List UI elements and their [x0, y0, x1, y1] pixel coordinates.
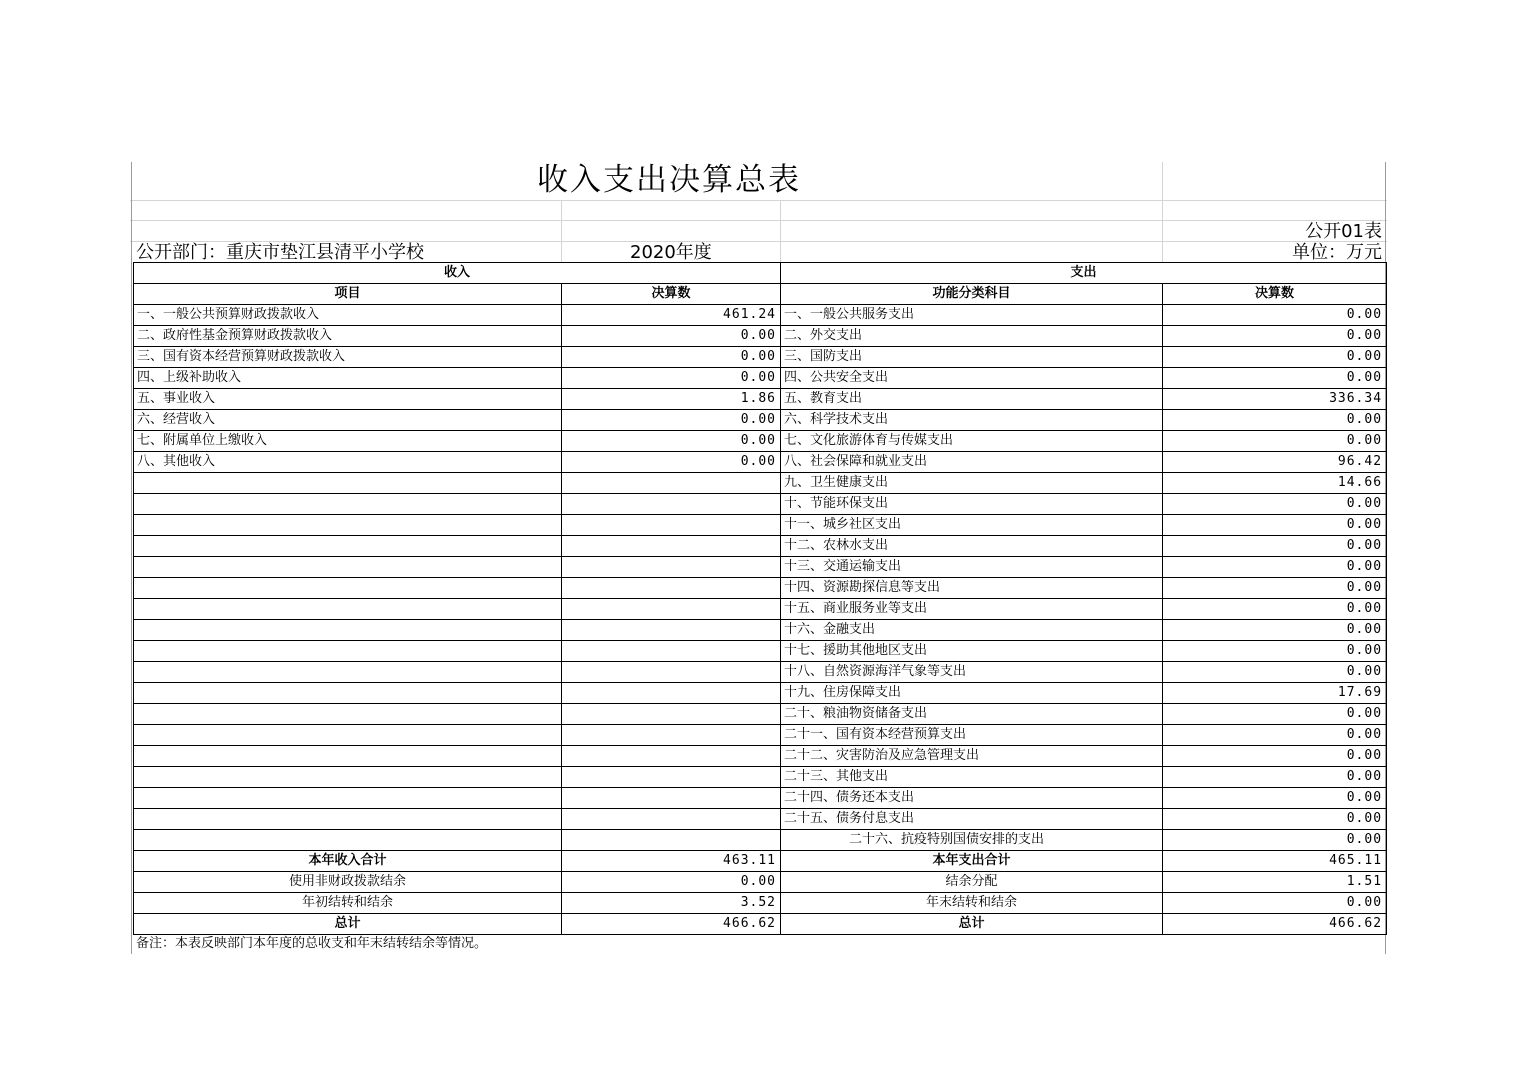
income-amount	[562, 809, 781, 830]
expense-amount: 0.00	[1163, 767, 1387, 788]
unit-label: 单位：万元	[1292, 242, 1382, 263]
income-item	[134, 557, 562, 578]
table-row	[134, 788, 1387, 809]
expense-item: 十四、资源勘探信息等支出	[781, 578, 1163, 599]
total-income-label: 总计	[134, 914, 562, 935]
expense-amount: 0.00	[1163, 788, 1387, 809]
income-item	[134, 578, 562, 599]
income-item	[134, 830, 562, 851]
income-amount	[562, 704, 781, 725]
expense-item: 七、文化旅游体育与传媒支出	[781, 431, 1163, 452]
total-income-amount: 3.52	[562, 893, 781, 914]
income-section-header: 收入	[134, 263, 781, 284]
total-expense-label: 本年支出合计	[781, 851, 1163, 872]
expense-item: 十五、商业服务业等支出	[781, 599, 1163, 620]
total-row	[134, 872, 1387, 893]
income-item	[134, 536, 562, 557]
income-item	[134, 494, 562, 515]
income-item: 四、上级补助收入	[134, 368, 562, 389]
income-amount: 0.00	[562, 431, 781, 452]
income-item	[134, 662, 562, 683]
expense-section-header: 支出	[781, 263, 1387, 284]
total-income-amount: 466.62	[562, 914, 781, 935]
expense-item: 十三、交通运输支出	[781, 557, 1163, 578]
table-row	[134, 410, 1387, 431]
income-item: 五、事业收入	[134, 389, 562, 410]
income-amount	[562, 767, 781, 788]
income-amount	[562, 725, 781, 746]
expense-amount: 0.00	[1163, 725, 1387, 746]
expense-item: 一、一般公共服务支出	[781, 305, 1163, 326]
income-item	[134, 746, 562, 767]
expense-amount: 0.00	[1163, 599, 1387, 620]
amount-column-header: 决算数	[562, 284, 781, 305]
expense-amount: 0.00	[1163, 410, 1387, 431]
expense-item: 十六、金融支出	[781, 620, 1163, 641]
total-income-amount: 0.00	[562, 872, 781, 893]
income-item: 六、经营收入	[134, 410, 562, 431]
table-row	[134, 683, 1387, 704]
expense-amount: 96.42	[1163, 452, 1387, 473]
expense-item: 四、公共安全支出	[781, 368, 1163, 389]
sheet-left-edge	[131, 162, 132, 954]
income-amount	[562, 473, 781, 494]
expense-amount: 0.00	[1163, 515, 1387, 536]
grid-line	[130, 200, 1387, 201]
income-item	[134, 599, 562, 620]
table-row	[134, 431, 1387, 452]
total-income-amount: 463.11	[562, 851, 781, 872]
expense-amount: 0.00	[1163, 347, 1387, 368]
department-label: 公开部门：重庆市垫江县清平小学校	[136, 242, 424, 263]
footnote: 备注：本表反映部门本年度的总收支和年末结转结余等情况。	[136, 936, 488, 951]
total-expense-amount: 0.00	[1163, 893, 1387, 914]
total-income-label: 使用非财政拨款结余	[134, 872, 562, 893]
income-item	[134, 473, 562, 494]
amount2-column-header: 决算数	[1163, 284, 1387, 305]
expense-item: 三、国防支出	[781, 347, 1163, 368]
table-row	[134, 305, 1387, 326]
income-amount: 0.00	[562, 368, 781, 389]
expense-amount: 14.66	[1163, 473, 1387, 494]
table-row	[134, 578, 1387, 599]
table-row	[134, 347, 1387, 368]
expense-amount: 0.00	[1163, 620, 1387, 641]
table-row	[134, 368, 1387, 389]
income-item	[134, 704, 562, 725]
income-amount	[562, 830, 781, 851]
total-row	[134, 851, 1387, 872]
table-row	[134, 473, 1387, 494]
table-row	[134, 389, 1387, 410]
table-row	[134, 830, 1387, 851]
expense-amount: 0.00	[1163, 494, 1387, 515]
expense-amount: 0.00	[1163, 368, 1387, 389]
income-amount	[562, 494, 781, 515]
income-item	[134, 641, 562, 662]
item-column-header: 项目	[134, 284, 562, 305]
income-item: 二、政府性基金预算财政拨款收入	[134, 326, 562, 347]
expense-item: 二十五、债务付息支出	[781, 809, 1163, 830]
total-expense-label: 总计	[781, 914, 1163, 935]
expense-amount: 0.00	[1163, 641, 1387, 662]
expense-item: 十八、自然资源海洋气象等支出	[781, 662, 1163, 683]
income-expense-table	[133, 262, 1387, 935]
table-row	[134, 599, 1387, 620]
expense-item: 二十三、其他支出	[781, 767, 1163, 788]
income-item	[134, 515, 562, 536]
income-amount	[562, 683, 781, 704]
expense-amount: 0.00	[1163, 431, 1387, 452]
expense-item: 九、卫生健康支出	[781, 473, 1163, 494]
expense-amount: 0.00	[1163, 578, 1387, 599]
total-row	[134, 914, 1387, 935]
table-row	[134, 557, 1387, 578]
expense-item: 十九、住房保障支出	[781, 683, 1163, 704]
income-amount	[562, 578, 781, 599]
income-amount	[562, 641, 781, 662]
expense-item: 十、节能环保支出	[781, 494, 1163, 515]
expense-item: 八、社会保障和就业支出	[781, 452, 1163, 473]
expense-item: 二十、粮油物资储备支出	[781, 704, 1163, 725]
income-item	[134, 725, 562, 746]
expense-amount: 0.00	[1163, 704, 1387, 725]
grid-line	[780, 200, 781, 262]
fiscal-year: 2020年度	[630, 242, 712, 263]
table-row	[134, 326, 1387, 347]
expense-item: 十二、农林水支出	[781, 536, 1163, 557]
income-amount	[562, 788, 781, 809]
table-row	[134, 620, 1387, 641]
table-row	[134, 767, 1387, 788]
income-amount	[562, 746, 781, 767]
income-item	[134, 683, 562, 704]
table-row	[134, 809, 1387, 830]
total-expense-amount: 465.11	[1163, 851, 1387, 872]
expense-item: 二十二、灾害防治及应急管理支出	[781, 746, 1163, 767]
total-income-label: 本年收入合计	[134, 851, 562, 872]
income-amount	[562, 536, 781, 557]
total-expense-label: 年末结转和结余	[781, 893, 1163, 914]
expense-item: 六、科学技术支出	[781, 410, 1163, 431]
expense-amount: 0.00	[1163, 662, 1387, 683]
income-amount	[562, 599, 781, 620]
expense-amount: 0.00	[1163, 326, 1387, 347]
expense-item: 十七、援助其他地区支出	[781, 641, 1163, 662]
total-expense-amount: 466.62	[1163, 914, 1387, 935]
table-row	[134, 452, 1387, 473]
expense-item: 二、外交支出	[781, 326, 1163, 347]
total-expense-label: 结余分配	[781, 872, 1163, 893]
expense-amount: 0.00	[1163, 305, 1387, 326]
expense-item: 十一、城乡社区支出	[781, 515, 1163, 536]
page-title: 收入支出决算总表	[537, 162, 801, 198]
income-amount: 1.86	[562, 389, 781, 410]
total-expense-amount: 1.51	[1163, 872, 1387, 893]
income-amount: 0.00	[562, 347, 781, 368]
total-income-label: 年初结转和结余	[134, 893, 562, 914]
income-amount	[562, 662, 781, 683]
income-item: 三、国有资本经营预算财政拨款收入	[134, 347, 562, 368]
income-amount: 461.24	[562, 305, 781, 326]
table-row	[134, 515, 1387, 536]
grid-line	[130, 220, 1387, 221]
expense-item: 二十四、债务还本支出	[781, 788, 1163, 809]
table-row	[134, 725, 1387, 746]
total-row	[134, 893, 1387, 914]
income-amount	[562, 557, 781, 578]
expense-item: 二十一、国有资本经营预算支出	[781, 725, 1163, 746]
income-amount	[562, 515, 781, 536]
expense-amount: 0.00	[1163, 557, 1387, 578]
table-row	[134, 494, 1387, 515]
expense-amount: 17.69	[1163, 683, 1387, 704]
grid-line	[561, 200, 562, 262]
income-amount: 0.00	[562, 410, 781, 431]
table-row	[134, 746, 1387, 767]
table-row	[134, 704, 1387, 725]
income-amount: 0.00	[562, 326, 781, 347]
income-item	[134, 809, 562, 830]
expense-amount: 0.00	[1163, 830, 1387, 851]
expense-item: 二十六、抗疫特别国债安排的支出	[781, 830, 1163, 851]
income-item	[134, 767, 562, 788]
table-row	[134, 662, 1387, 683]
income-item	[134, 620, 562, 641]
income-item: 八、其他收入	[134, 452, 562, 473]
expense-amount: 0.00	[1163, 746, 1387, 767]
income-amount: 0.00	[562, 452, 781, 473]
form-number: 公开01表	[1305, 221, 1382, 242]
table-row	[134, 536, 1387, 557]
expense-amount: 0.00	[1163, 536, 1387, 557]
expense-amount: 0.00	[1163, 809, 1387, 830]
income-amount	[562, 620, 781, 641]
income-item	[134, 788, 562, 809]
expense-item: 五、教育支出	[781, 389, 1163, 410]
func-item-column-header: 功能分类科目	[781, 284, 1163, 305]
expense-amount: 336.34	[1163, 389, 1387, 410]
table-row	[134, 641, 1387, 662]
income-item: 一、一般公共预算财政拨款收入	[134, 305, 562, 326]
income-item: 七、附属单位上缴收入	[134, 431, 562, 452]
